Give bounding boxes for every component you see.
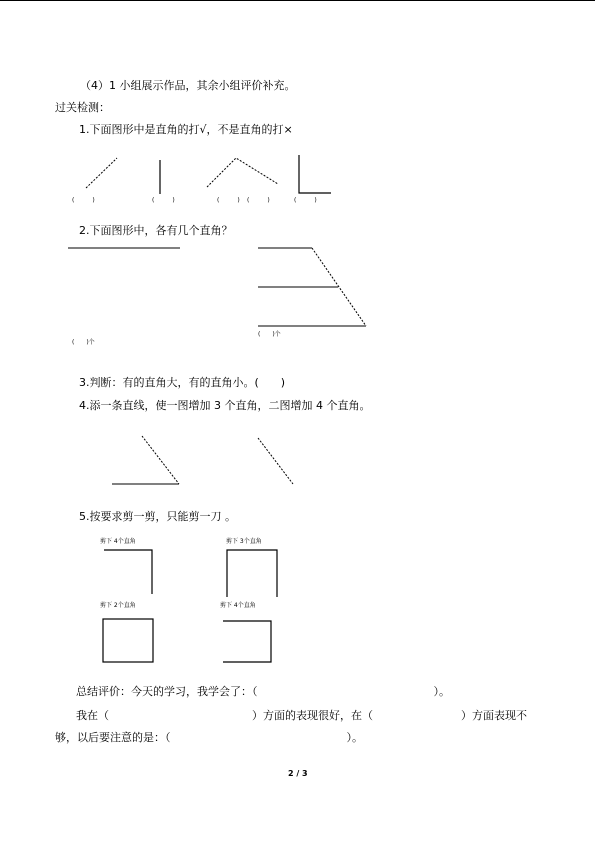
question-1-text: 1.下面图形中是直角的打√，不是直角的打× (79, 123, 293, 136)
q5-label-3: 剪下 2个直角 (100, 602, 136, 609)
q5-fig3-square (103, 619, 153, 662)
q1-answer-1[interactable]: ( ) (72, 197, 95, 204)
summary-line-2: 我在（ ）方面的表现很好，在（ ）方面表现不 (76, 709, 527, 722)
question-5-text: 5.按要求剪一剪，只能剪一刀 。 (79, 510, 236, 523)
q2-left-answer[interactable]: ( )个 (72, 339, 95, 346)
step-4-text: （4）1 小组展示作品，其余小组评价补充。 (80, 79, 296, 92)
q5-fig1-open-shape (104, 550, 152, 594)
q1-answer-2[interactable]: ( ) (152, 197, 175, 204)
summary-line-1: 总结评价：今天的学习，我学会了：（ ）。 (76, 685, 450, 698)
q5-label-4: 剪下 4个直角 (220, 602, 256, 609)
section-title: 过关检测： (55, 101, 110, 114)
question-4-text: 4.添一条直线，使一图增加 3 个直角，二图增加 4 个直角。 (79, 399, 371, 412)
question-2-text: 2.下面图形中，各有几个直角？ (79, 224, 233, 237)
q1-answer-5[interactable]: ( ) (294, 197, 317, 204)
q5-label-2: 剪下 3个直角 (226, 538, 262, 545)
q1-answer-3[interactable]: ( ) (217, 197, 240, 204)
q2-right-answer[interactable]: ( )个 (258, 331, 281, 338)
q5-fig2-open-rect (227, 550, 277, 597)
summary-line-3: 够，以后要注意的是：（ ）。 (55, 731, 363, 744)
q1-answer-4[interactable]: ( ) (247, 197, 270, 204)
question-3-text: 3.判断：有的直角大，有的直角小。( ) (79, 376, 286, 389)
q5-fig4-open-rect (223, 621, 271, 662)
page-number: 2 / 3 (288, 769, 308, 778)
q5-label-1: 剪下 4个直角 (100, 538, 136, 545)
